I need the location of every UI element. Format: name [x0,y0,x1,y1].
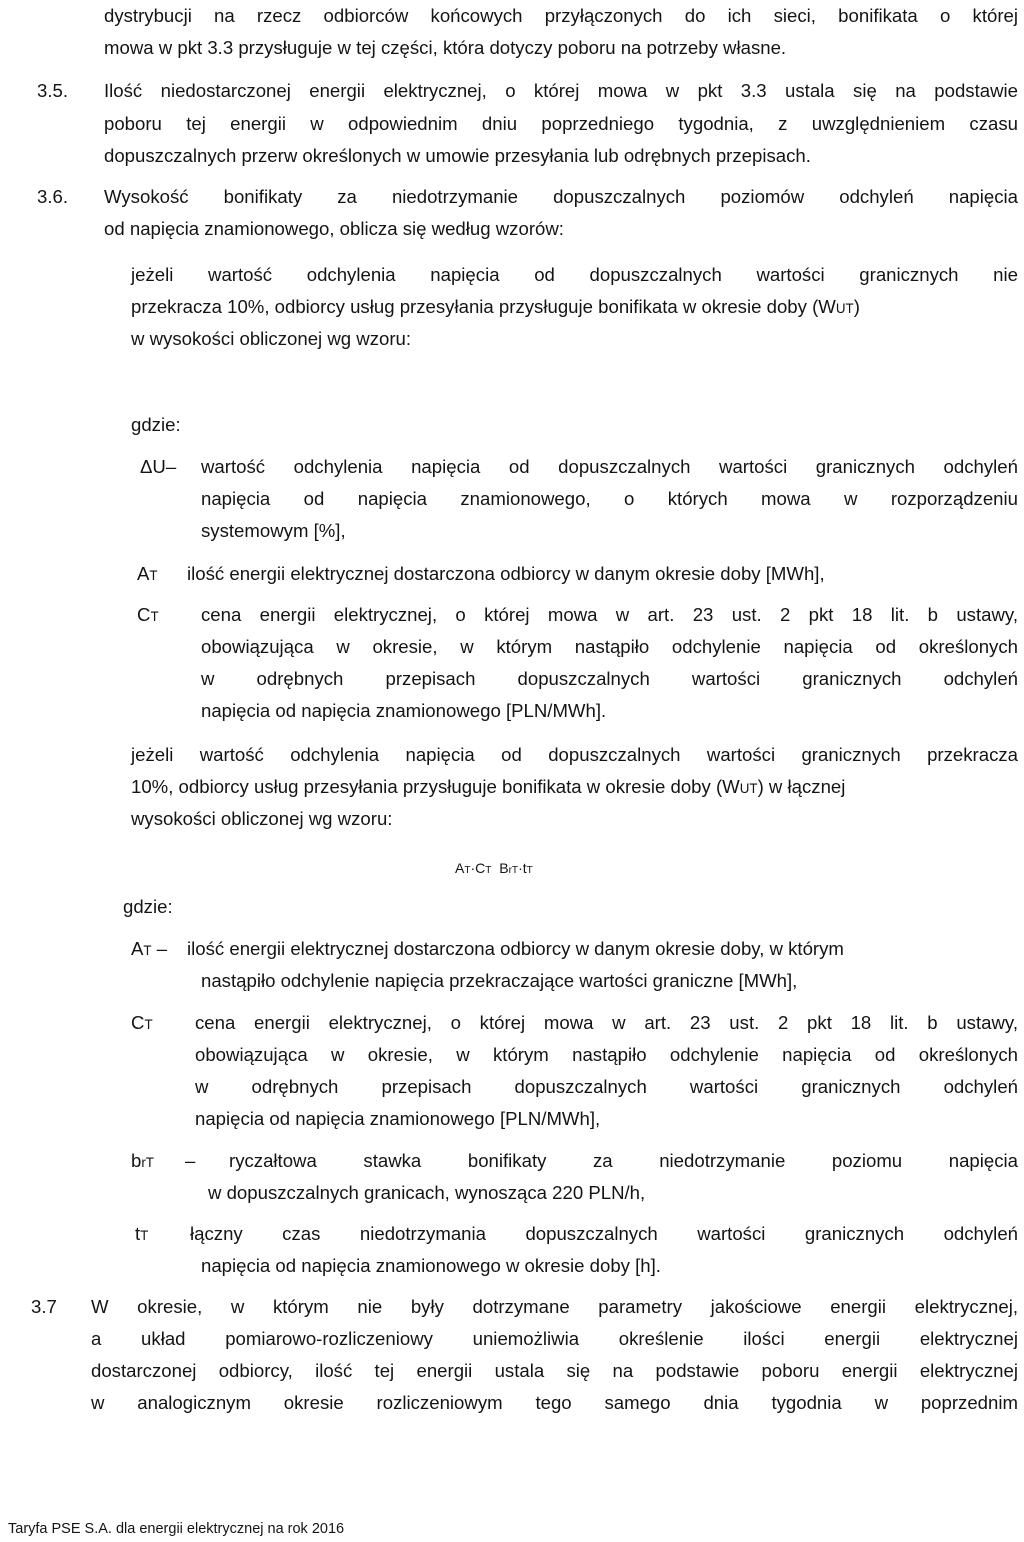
case-2-line-2: 10%, odbiorcy usług przesyłania przysługuje bonifikata w okresie doby (WUT) w łącznej [131,776,846,797]
tt-def-line-2: napięcia od napięcia znamionowego w okresie doby [h]. [201,1255,661,1276]
ct-def-2-line-1: cena energii elektrycznej, o której mowa w art. 23 ust. 2 pkt 18 lit. b ustawy, [195,1012,1018,1033]
brt-def-line-1: ryczałtowa stawka bonifikaty za niedotrzymanie poziomu napięcia [229,1150,1018,1171]
tt-def-line-1: łączny czas niedotrzymania dopuszczalnych wartości granicznych odchyleń [190,1223,1018,1244]
at-symbol-2: AT – [131,938,168,959]
delta-u-def-line-2: napięcia od napięcia znamionowego, o których mowa w rozporządzeniu [201,488,1018,509]
section-3-6-line-2: od napięcia znamionowego, oblicza się według wzorów: [104,218,564,239]
section-3-7-line-3: dostarczonej odbiorcy, ilość tej energii ustala się na podstawie poboru energii elektrycznej [91,1360,1018,1381]
section-3-7-line-2: a układ pomiarowo-rozliczeniowy uniemożliwia określenie ilości energii elektrycznej [91,1328,1018,1349]
brt-symbol: brT [131,1150,154,1171]
ct-def-1-line-1: cena energii elektrycznej, o której mowa w art. 23 ust. 2 pkt 18 lit. b ustawy, [201,604,1018,625]
ct-symbol-1: CT [137,604,159,625]
case-1-line-2: przekracza 10%, odbiorcy usług przesyłania przysługuje bonifikata w okresie doby (WUT) [131,296,860,317]
at-def-2-line-1: ilość energii elektrycznej dostarczona odbiorcy w danym okresie doby, w którym [187,938,844,959]
gdzie-label-2: gdzie: [123,896,173,917]
at-symbol-1: AT [137,563,158,584]
section-3-5-line-1: Ilość niedostarczonej energii elektrycznej, o której mowa w pkt 3.3 ustala się na podstawie [104,80,1018,101]
page-footer: Taryfa PSE S.A. dla energii elektrycznej na rok 2016 [8,1521,345,1537]
section-3-6-line-1: Wysokość bonifikaty za niedotrzymanie dopuszczalnych poziomów odchyleń napięcia [104,186,1018,207]
delta-u-def-line-1: wartość odchylenia napięcia od dopuszczalnych wartości granicznych odchyleń [201,456,1018,477]
ct-def-2-line-4: napięcia od napięcia znamionowego [PLN/MWh], [195,1108,601,1129]
ct-def-1-line-2: obowiązująca w okresie, w którym nastąpiło odchylenie napięcia od określonych [201,636,1018,657]
brt-def-line-2: w dopuszczalnych granicach, wynosząca 220 PLN/h, [208,1182,646,1203]
section-3-7-line-4: w analogicznym okresie rozliczeniowym tego samego dnia tygodnia w poprzednim [91,1392,1018,1413]
continuation-line-1: dystrybucji na rzecz odbiorców końcowych przyłączonych do ich sieci, bonifikata o której [104,5,1018,26]
ct-def-2-line-3: w odrębnych przepisach dopuszczalnych wartości granicznych odchyleń [195,1076,1018,1097]
tt-symbol: tT [135,1223,149,1244]
delta-u-def-line-3: systemowym [%], [201,520,346,541]
at-def-2-line-2: nastąpiło odchylenie napięcia przekraczające wartości graniczne [MWh], [201,970,798,991]
ct-def-1-line-4: napięcia od napięcia znamionowego [PLN/MWh]. [201,700,607,721]
delta-u-symbol: ΔU– [140,456,177,477]
section-number-3-5: 3.5. [37,80,69,101]
section-number-3-7: 3.7 [31,1296,57,1317]
gdzie-label-1: gdzie: [131,414,181,435]
ct-def-2-line-2: obowiązująca w okresie, w którym nastąpiło odchylenie napięcia od określonych [195,1044,1018,1065]
section-3-5-line-2: poboru tej energii w odpowiednim dniu poprzedniego tygodnia, z uwzględnieniem czasu [104,113,1018,134]
brt-dash: – [185,1150,196,1171]
at-def-1-line-1: ilość energii elektrycznej dostarczona odbiorcy w danym okresie doby [MWh], [187,563,825,584]
ct-def-1-line-3: w odrębnych przepisach dopuszczalnych wartości granicznych odchyleń [201,668,1018,689]
case-1-line-3: w wysokości obliczonej wg wzoru: [131,328,412,349]
case-2-line-1: jeżeli wartość odchylenia napięcia od dopuszczalnych wartości granicznych przekracza [131,744,1018,765]
section-number-3-6: 3.6. [37,186,69,207]
ct-symbol-2: CT [131,1012,153,1033]
section-3-5-line-3: dopuszczalnych przerw określonych w umowie przesyłania lub odrębnych przepisach. [104,145,811,166]
case-2-line-3: wysokości obliczonej wg wzoru: [131,808,393,829]
section-3-7-line-1: W okresie, w którym nie były dotrzymane parametry jakościowe energii elektrycznej, [91,1296,1018,1317]
formula-2: AT·CT BrT·tT [455,860,533,876]
continuation-line-2: mowa w pkt 3.3 przysługuje w tej części, która dotyczy poboru na potrzeby własne. [104,37,787,58]
case-1-line-1: jeżeli wartość odchylenia napięcia od dopuszczalnych wartości granicznych nie [131,264,1018,285]
